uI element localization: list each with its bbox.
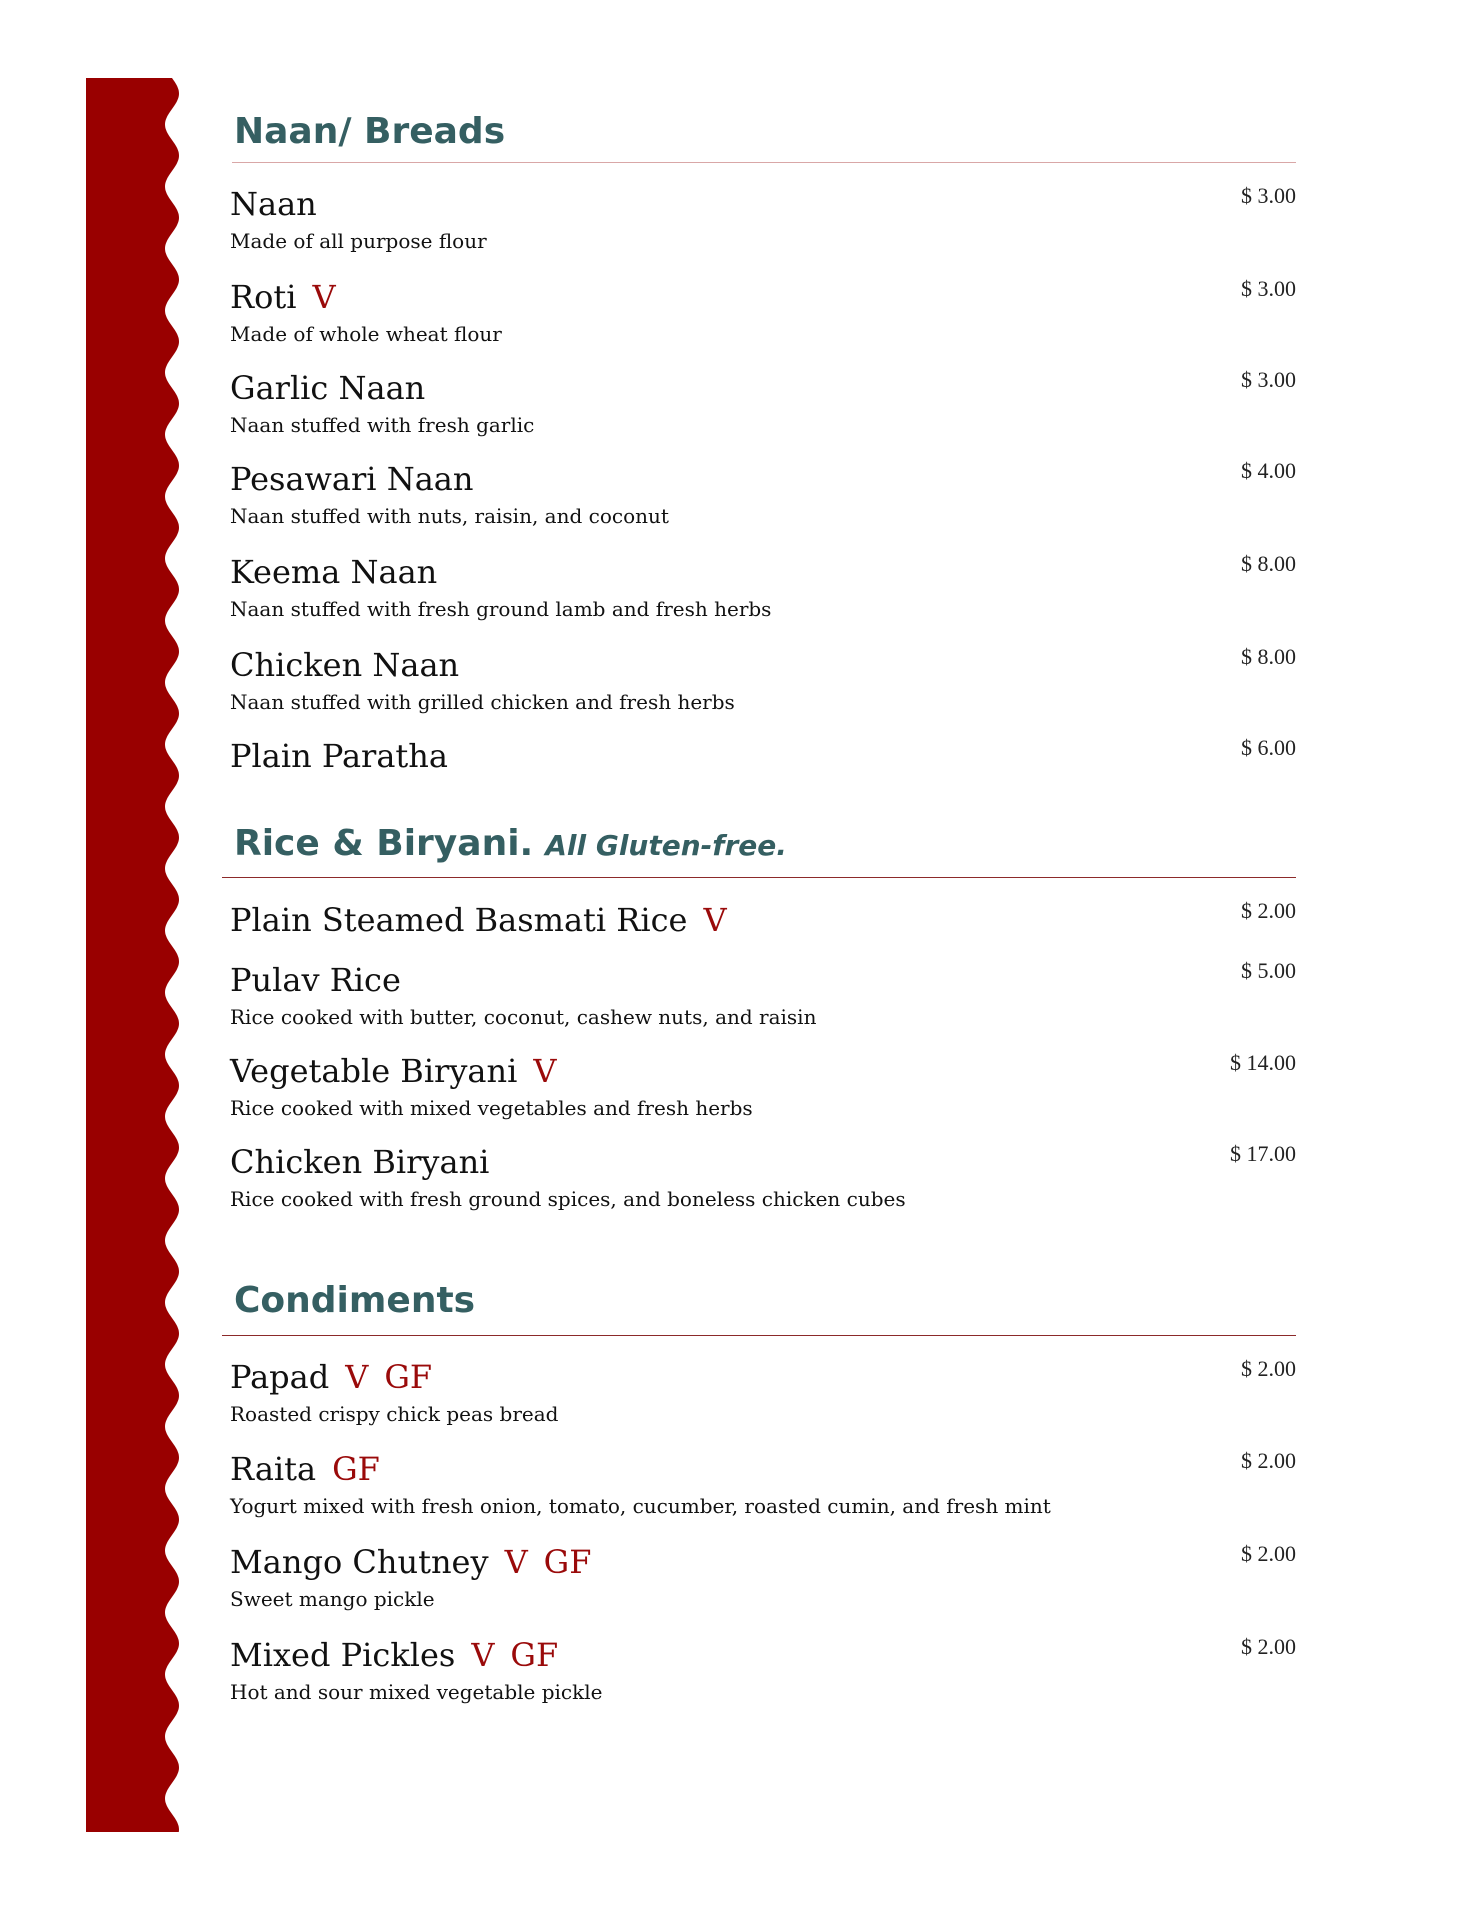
menu-item-description: Rice cooked with mixed vegetables and fresh herbs	[230, 1096, 753, 1120]
section-heading: Condiments	[234, 1280, 476, 1321]
section-title-naan-breads	[234, 111, 506, 152]
menu-item-description: Yogurt mixed with fresh onion, tomato, cucumber, roasted cumin, and fresh mint	[230, 1494, 1051, 1518]
menu-item-name	[230, 961, 401, 999]
menu-item-name	[230, 1052, 557, 1090]
menu-item-description: Naan stuffed with nuts, raisin, and coconut	[230, 504, 669, 528]
section-title-condiments	[234, 1280, 476, 1321]
menu-item-description: Roasted crispy chick peas bread	[230, 1402, 559, 1426]
menu-item-name	[230, 1543, 592, 1581]
menu-item-name	[230, 901, 727, 939]
gluten-free-tag: GF	[510, 1636, 559, 1674]
menu-item-name	[230, 1143, 490, 1181]
menu-item-price: $ 14.00	[1230, 1050, 1296, 1075]
menu-item-price: $ 2.00	[1241, 1541, 1296, 1566]
vegan-tag: V	[504, 1543, 528, 1581]
vegan-tag: V	[533, 1052, 557, 1090]
item-name-text: Pesawari Naan	[230, 460, 474, 498]
menu-item-name	[230, 737, 448, 775]
menu-item-name	[230, 1358, 433, 1396]
menu-item-price: $ 2.00	[1241, 1356, 1296, 1381]
menu-item-price: $ 3.00	[1241, 367, 1296, 392]
menu-item-description: Naan stuffed with grilled chicken and fresh herbs	[230, 690, 735, 714]
menu-item-description: Rice cooked with butter, coconut, cashew nuts, and raisin	[230, 1005, 817, 1029]
item-name-text: Papad	[230, 1358, 330, 1396]
item-name-text: Keema Naan	[230, 553, 438, 591]
menu-item-name	[230, 185, 317, 223]
item-name-text: Chicken Naan	[230, 646, 460, 684]
section-divider	[222, 1335, 1296, 1336]
menu-item-name	[230, 1636, 559, 1674]
menu-item-price: $ 8.00	[1241, 551, 1296, 576]
menu-item-description: Made of all purpose flour	[230, 229, 487, 253]
menu-item-name	[230, 1450, 380, 1488]
menu-item-description: Sweet mango pickle	[230, 1587, 435, 1611]
item-name-text: Mango Chutney	[230, 1543, 489, 1581]
menu-item-name	[230, 553, 438, 591]
vegan-tag: V	[703, 901, 727, 939]
menu-item-description: Rice cooked with fresh ground spices, and boneless chicken cubes	[230, 1187, 906, 1211]
menu-item-price: $ 2.00	[1241, 1634, 1296, 1659]
item-name-text: Garlic Naan	[230, 369, 426, 407]
item-name-text: Mixed Pickles	[230, 1636, 456, 1674]
menu-item-name	[230, 278, 336, 316]
gluten-free-tag: GF	[543, 1543, 592, 1581]
menu-item-price: $ 3.00	[1241, 276, 1296, 301]
menu-item-price: $ 3.00	[1241, 183, 1296, 208]
menu-item-name	[230, 646, 460, 684]
vegan-tag: V	[345, 1358, 369, 1396]
item-name-text: Roti	[230, 278, 297, 316]
section-heading: Rice & Biryani.	[234, 823, 534, 864]
menu-item-description: Hot and sour mixed vegetable pickle	[230, 1680, 603, 1704]
menu-item-price: $ 2.00	[1241, 1448, 1296, 1473]
item-name-text: Plain Paratha	[230, 737, 448, 775]
gluten-free-tag: GF	[332, 1450, 380, 1488]
item-name-text: Plain Steamed Basmati Rice	[230, 901, 688, 939]
section-subtitle: All Gluten-free.	[545, 829, 787, 862]
menu-item-price: $ 4.00	[1241, 458, 1296, 483]
menu-item-price: $ 2.00	[1241, 898, 1296, 923]
item-name-text: Vegetable Biryani	[230, 1052, 518, 1090]
item-name-text: Pulav Rice	[230, 961, 401, 999]
menu-item-description: Naan stuffed with fresh ground lamb and fresh herbs	[230, 597, 772, 621]
decorative-banner	[0, 0, 190, 1920]
section-divider	[222, 877, 1296, 878]
menu-item-description: Made of whole wheat flour	[230, 322, 502, 346]
menu-item-name	[230, 369, 426, 407]
section-heading: Naan/ Breads	[234, 111, 506, 152]
vegan-tag: V	[471, 1636, 495, 1674]
item-name-text: Naan	[230, 185, 317, 223]
menu-item-price: $ 8.00	[1241, 644, 1296, 669]
banner-wave-shape	[86, 78, 179, 1832]
gluten-free-tag: GF	[384, 1358, 433, 1396]
menu-item-price: $ 6.00	[1241, 735, 1296, 760]
section-divider	[232, 162, 1296, 163]
menu-item-description: Naan stuffed with fresh garlic	[230, 413, 535, 437]
menu-item-price: $ 5.00	[1241, 958, 1296, 983]
menu-item-price: $ 17.00	[1230, 1141, 1296, 1166]
menu-item-name	[230, 460, 474, 498]
section-title-rice-biryani	[234, 823, 787, 864]
vegan-tag: V	[312, 278, 336, 316]
item-name-text: Raita	[230, 1450, 317, 1488]
item-name-text: Chicken Biryani	[230, 1143, 490, 1181]
